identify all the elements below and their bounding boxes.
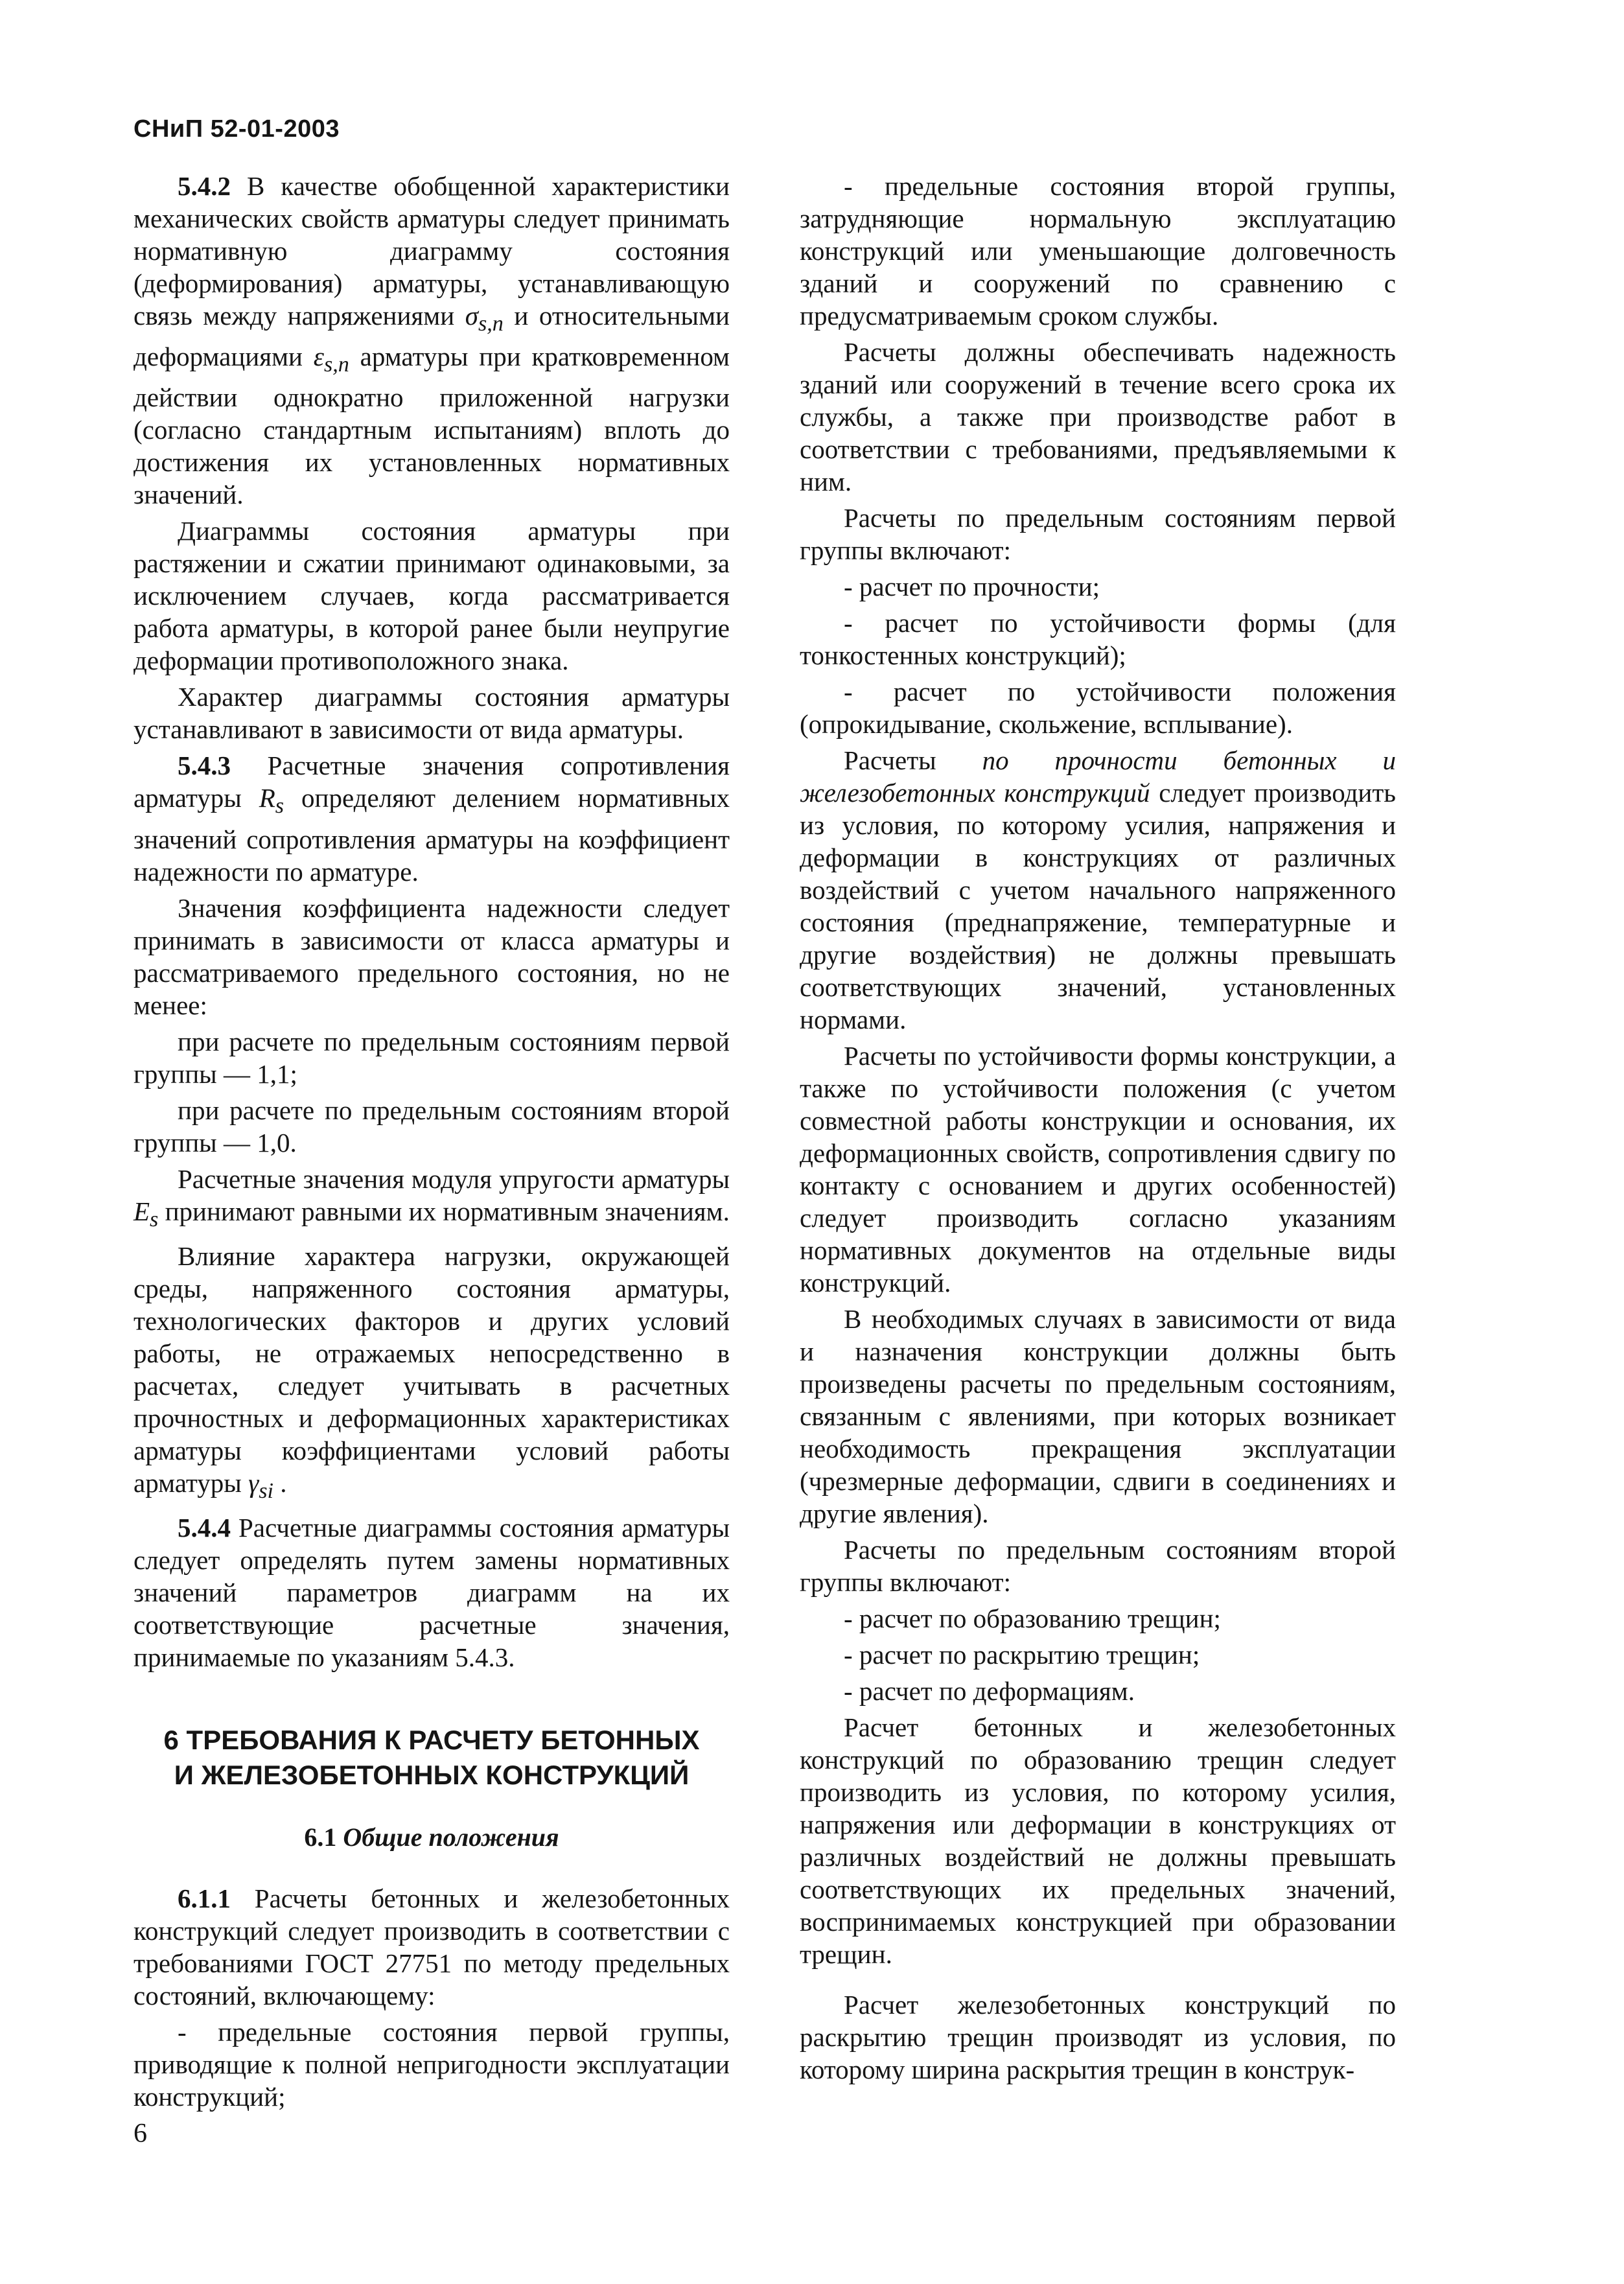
paragraph-stability: Расчеты по устойчивости формы конструкции, а также по устойчивости положения (с учетом совместной работы конструкции и основания, их деформационных свойств, сопротивления сдвигу по контакту с основанием и других особенностей) следует производить согласно указаниям нормативных документов на отдельные виды конструкций. (800, 1041, 1396, 1298)
list-item-limit-state-2: - предельные состояния второй группы, затрудняющие нормальную эксплуатацию конструкций или уменьшающие долговечность зданий и сооружений по сравнению с предусматриваемым сроком службы. (800, 171, 1396, 331)
list-item: - расчет по прочности; (844, 572, 1100, 601)
list-item: - расчет по образованию трещин; (844, 1603, 1221, 1633)
paragraph-group2-intro: Расчеты по предельным состояниям второй группы включают: (800, 1535, 1396, 1597)
paragraph-modulus (133, 1163, 730, 1236)
page-number: 6 (133, 2119, 147, 2149)
math-epsilon: $\varepsilon_{s,n}$ (313, 342, 349, 377)
section-heading-line: 6 ТРЕБОВАНИЯ К РАСЧЕТУ БЕТОННЫХ (163, 1724, 700, 1755)
paragraph-5-4-3 (133, 749, 730, 887)
paragraph-5-4-4 (133, 1511, 730, 1673)
left-column (133, 170, 730, 2113)
subsection-title: Общие положения (336, 1822, 559, 1852)
section-heading (133, 1723, 730, 1793)
clause-number: 5.4.4 (178, 1512, 231, 1543)
right-column (800, 170, 1396, 2086)
subsection-number: 6.1 (304, 1822, 337, 1852)
list-item: - расчет по устойчивости положения (опрокидывание, скольжение, всплывание). (800, 677, 1396, 739)
text: арматуры при кратковременном действии однократно приложенной нагрузки (согласно стандартным испытаниям) вплоть до достижения их установленных нормативных значений. (133, 342, 730, 510)
paragraph-6-1-1 (133, 1882, 730, 2012)
paragraph-strength (800, 744, 1396, 1036)
paragraph-diagrams: Диаграммы состояния арматуры при растяжении и сжатии принимают одинаковыми, за исключением случаев, когда рассматривается работа арматуры, в которой ранее были неупругие деформации противоположного знака. (133, 516, 730, 676)
text: определяют делением нормативных значений сопротивления арматуры на коэффициент надежности по арматуре. (133, 783, 730, 887)
text: . (273, 1467, 287, 1498)
paragraph-second-group: при расчете по предельным состояниям второй группы — 1,0. (133, 1095, 730, 1158)
list-item-limit-state-1: - предельные состояния первой группы, приводящие к полной непригодности эксплуатации конструкций; (133, 2016, 730, 2112)
paragraph-first-group: при расчете по предельным состояниям первой группы — 1,1; (133, 1026, 730, 1089)
math-Rs: $R_s$ (259, 783, 284, 819)
text: и относительными деформациями (133, 301, 730, 372)
paragraph-influence (133, 1240, 730, 1508)
text: Расчеты бетонных и железобетонных конструкций следует производить в соответствии с требованиями ГОСТ 27751 по методу предельных состояний, включающему: (133, 1883, 730, 2010)
clause-number: 5.4.3 (178, 751, 231, 781)
math-gamma-si: $\gamma_{si}$ (248, 1467, 274, 1503)
paragraph-coefficient: Значения коэффициента надежности следует принимать в зависимости от класса арматуры и рассматриваемого предельного состояния, но не менее: (133, 892, 730, 1020)
text: Расчеты (844, 745, 982, 775)
math-sigma: $\sigma_{s,n}$ (465, 301, 504, 336)
list-item: - расчет по устойчивости формы (для тонкостенных конструкций); (800, 608, 1396, 670)
text: Расчетные значения сопротивления арматуры (133, 751, 730, 813)
section-heading-line: И ЖЕЛЕЗОБЕТОННЫХ КОНСТРУКЦИЙ (174, 1759, 690, 1790)
list-item: - расчет по деформациям. (844, 1676, 1135, 1706)
document-header: СНиП 52-01-2003 (133, 115, 340, 143)
text: Расчетные значения модуля упругости арматуры (178, 1163, 730, 1194)
paragraph-group1-intro: Расчеты по предельным состояниям первой группы включают: (800, 503, 1396, 565)
text: принимают равными их нормативным значениям. (158, 1196, 730, 1226)
paragraph-5-4-2 (133, 170, 730, 511)
math-Es: $E_s$ (133, 1196, 159, 1231)
list-item: - расчет по раскрытию трещин; (844, 1640, 1200, 1670)
clause-number: 5.4.2 (178, 171, 231, 201)
paragraph-necessary: В необходимых случаях в зависимости от вида и назначения конструкции должны быть произведены расчеты по предельным состояниям, связанным с явлениями, при которых возникает необходимость прекращения эксплуатации (чрезмерные деформации, сдвиги в соединениях и другие явления). (800, 1304, 1396, 1528)
emphasis: по прочности бетонных и железобетонных конструкций (800, 745, 1396, 808)
paragraph-character: Характер диаграммы состояния арматуры устанавливают в зависимости от вида арматуры. (133, 682, 730, 745)
paragraph-reliability: Расчеты должны обеспечивать надежность зданий или сооружений в течение всего срока их службы, а также при производстве работ в соответствии с требованиями, предъявляемыми к ним. (800, 337, 1396, 496)
text: Влияние характера нагрузки, окружающей среды, напряженного состояния арматуры, технологических факторов и других условий работы, не отражаемых непосредственно в расчетах, следует учитывать в расчетных прочностных и деформационных характеристиках арматуры коэффициентами условий работы арматуры (133, 1241, 730, 1498)
clause-number: 6.1.1 (178, 1883, 231, 1913)
text: Расчетные диаграммы состояния арматуры следует определять путем замены нормативных значений параметров диаграмм на их соответствующие расчетные значения, принимаемые по указаниям 5.4.3. (133, 1512, 730, 1672)
text: следует производить из условия, по которому усилия, напряжения и деформации в конструкциях от различных воздействий с учетом начального напряженного состояния (преднапряжение, температурные и другие воздействия) не должны превышать соответствующих значений, установленных нормами. (800, 778, 1396, 1034)
text: В качестве обобщенной характеристики механических свойств арматуры следует принимать нормативную диаграмму состояния (деформирования) арматуры, устанавливающую связь между напряжениями (133, 171, 730, 331)
paragraph-crack-opening: Расчет железобетонных конструкций по раскрытию трещин производят из условия, по которому ширина раскрытия трещин в конструк- (800, 1990, 1396, 2084)
paragraph-crack-formation: Расчет бетонных и железобетонных конструкций по образованию трещин следует производить из условия, по которому усилия, напряжения или деформации в конструкциях от различных воздействий не должны превышать соответствующих их предельных значений, воспринимаемых конструкцией при образовании трещин. (800, 1712, 1396, 1969)
subsection-heading (133, 1821, 730, 1854)
